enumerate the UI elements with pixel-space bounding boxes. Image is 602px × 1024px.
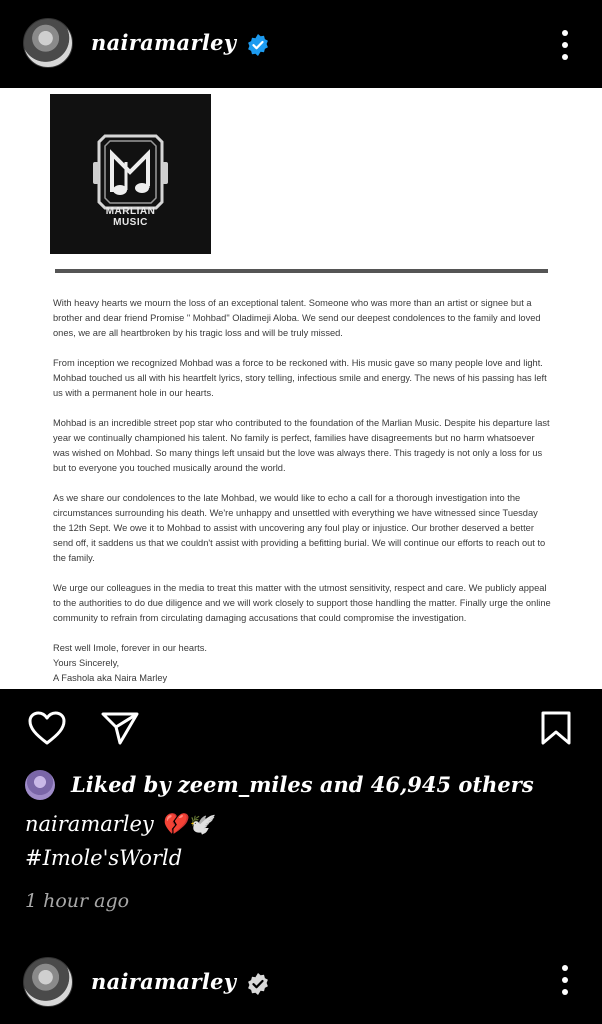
- divider: [55, 269, 548, 273]
- music-note-logo-icon: [50, 94, 211, 254]
- verified-badge-icon: [246, 33, 270, 57]
- heart-icon[interactable]: [27, 710, 67, 746]
- next-post-header: [0, 945, 602, 1024]
- marlian-music-logo: [50, 94, 211, 254]
- logo-text-line2: MUSIC: [113, 217, 148, 228]
- letter-paragraph: Mohbad is an incredible street pop star who contributed to the foundation of the Marlian Music. Despite his departure last year we continually championed his talent. No family is perfect, families have disagreements but no harm whatsoever was wished on Mohbad. So many things left unsaid but the love was always there. This tragedy is not only a loss for us but to everyone you touched musically around the world.: [53, 418, 550, 473]
- likes-count[interactable]: Liked by zeem_miles and 46,945 others: [71, 772, 534, 797]
- caption-emoji: 💔🕊️: [160, 812, 213, 836]
- more-options-icon[interactable]: [558, 965, 572, 995]
- hashtag-link[interactable]: #Imole'sWorld: [25, 846, 183, 870]
- letter-paragraph: We urge our colleagues in the media to treat this matter with the utmost sensitivity, respect and care. We publicly appeal to the authorities to do due diligence and we will work closely to support those handling the matter. Finally urge the online community to refrain from circulating damaging accusations that could compromise the investigation.: [53, 583, 551, 623]
- avatar[interactable]: [23, 957, 73, 1007]
- letter-paragraph: With heavy hearts we mourn the loss of an exceptional talent. Someone who was more than an artist or signee but a brother and dear friend Promise " Mohbad" Oladimeji Aloba. We send our deepest condolences to the family and loved ones, we are all heartbroken by his tragic loss and will be truly missed.: [53, 298, 541, 338]
- caption: [25, 812, 213, 837]
- post-timestamp: 1 hour ago: [25, 890, 130, 912]
- letter-paragraph: As we share our condolences to the late Mohbad, we would like to echo a call for a thorough investigation into the circumstances surrounding his death. We're unhappy and unsettled with everything we have witnessed since Tuesday the 12th Sept. We owe it to Mohbad to assist with uncovering any foul play or injustice. Our brother deserved a better send off, it saddens us that we couldn't assist with providing a befitting burial. We will continue our efforts to reach out to the family.: [53, 493, 546, 563]
- likes-row[interactable]: [0, 768, 602, 804]
- avatar[interactable]: [23, 18, 73, 68]
- logo-text-line1: MARLIAN: [105, 206, 156, 217]
- liker-avatar[interactable]: [25, 770, 55, 800]
- more-options-icon[interactable]: [558, 30, 572, 60]
- verified-badge-icon: [246, 972, 270, 996]
- action-bar: [0, 689, 602, 769]
- username[interactable]: nairamarley: [91, 969, 237, 994]
- letter-sign-off: Rest well Imole, forever in our hearts.: [53, 643, 207, 653]
- post-image[interactable]: [0, 88, 602, 689]
- caption-username[interactable]: nairamarley: [25, 812, 154, 836]
- letter-signature: A Fashola aka Naira Marley: [53, 673, 168, 683]
- letter-sign-off: Yours Sincerely,: [53, 658, 120, 668]
- statement-letter: [53, 296, 551, 686]
- post-header: [0, 0, 602, 88]
- bookmark-icon[interactable]: [539, 710, 573, 746]
- username[interactable]: nairamarley: [91, 30, 237, 55]
- letter-paragraph: From inception we recognized Mohbad was a force to be reckoned with. His music gave so many people love and light. Mohbad touched us all with his heartfelt lyrics, story telling, infectious smile and energy. The news of his passing has left us with a permanent hole in our hearts.: [53, 358, 547, 398]
- send-icon[interactable]: [100, 710, 140, 746]
